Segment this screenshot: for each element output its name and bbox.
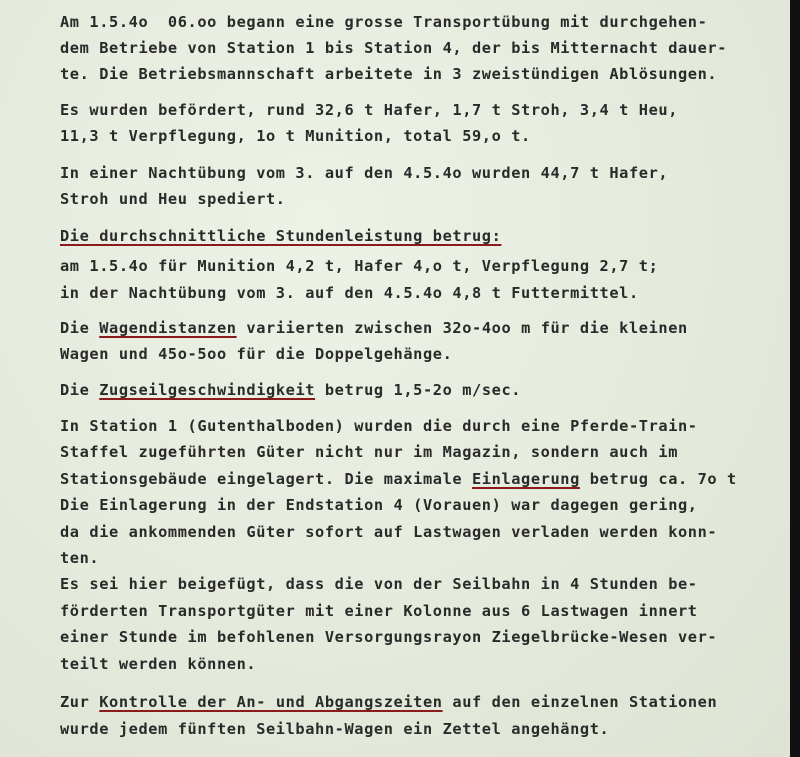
line-text: betrug ca. 7o t — [579, 470, 737, 488]
line-text: 11,3 t Verpflegung, 1o t Munition, total 59,o t. — [60, 127, 531, 145]
line-text: Zur — [60, 693, 100, 711]
text-line — [60, 692, 717, 712]
line-text: Es wurden befördert, rund 32,6 t Hafer, 1,7 t Stroh, 3,4 t Heu, — [60, 101, 678, 119]
line-text: Wagen und 45o-5oo für die Doppelgehänge. — [60, 345, 453, 363]
line-text: teilt werden können. — [60, 655, 257, 673]
text-line — [60, 283, 639, 303]
underlined-term: Die durchschnittliche Stundenleistung betrug: — [60, 227, 502, 245]
text-line — [60, 601, 698, 621]
line-text: betrug 1,5-2o m/sec. — [315, 381, 522, 399]
text-line — [60, 495, 698, 515]
text-line — [60, 469, 737, 489]
line-text: am 1.5.4o für Munition 4,2 t, Hafer 4,o t, Verpflegung 2,7 t; — [60, 257, 659, 275]
line-text: Die — [60, 381, 100, 399]
text-line — [60, 64, 717, 84]
text-line — [60, 38, 727, 58]
text-line — [60, 126, 531, 146]
line-text: Stroh und Heu spediert. — [60, 190, 286, 208]
text-line — [60, 189, 286, 209]
section-heading — [60, 226, 501, 246]
line-text: Es sei hier beigefügt, dass die von der Seilbahn in 4 Stunden be- — [60, 575, 698, 593]
underlined-term: Einlagerung — [472, 470, 580, 488]
text-line — [60, 548, 99, 568]
underlined-term: Wagendistanzen — [99, 319, 237, 337]
text-line — [60, 627, 717, 647]
line-text: te. Die Betriebsmannschaft arbeitete in 3 zweistündigen Ablösungen. — [60, 65, 718, 83]
text-line — [60, 344, 452, 364]
line-text: Staffel zugeführten Güter nicht nur im Magazin, sondern auch im — [60, 443, 678, 461]
line-text: ten. — [60, 549, 100, 567]
text-line — [60, 442, 678, 462]
text-line — [60, 163, 668, 183]
line-text: Die Einlagerung in der Endstation 4 (Vorauen) war dagegen gering, — [60, 496, 698, 514]
line-text: wurde jedem fünften Seilbahn-Wagen ein Zettel angehängt. — [60, 720, 610, 738]
text-line — [60, 318, 688, 338]
line-text: da die ankommenden Güter sofort auf Lastwagen verladen werden konn- — [60, 523, 718, 541]
text-line — [60, 12, 707, 32]
line-text: auf den einzelnen Stationen — [442, 693, 718, 711]
scan-edge — [790, 0, 800, 757]
underlined-term: Kontrolle der An- und Abgangszeiten — [99, 693, 443, 711]
line-text: in der Nachtübung vom 3. auf den 4.5.4o 4,8 t Futtermittel. — [60, 284, 639, 302]
line-text: förderten Transportgüter mit einer Kolonne aus 6 Lastwagen innert — [60, 602, 698, 620]
line-text: einer Stunde im befohlenen Versorgungsrayon Ziegelbrücke-Wesen ver- — [60, 628, 718, 646]
text-line — [60, 100, 678, 120]
line-text: Die — [60, 319, 100, 337]
line-text: Stationsgebäude eingelagert. Die maximale — [60, 470, 472, 488]
line-text: variierten zwischen 32o-4oo m für die kleinen — [236, 319, 688, 337]
text-line — [60, 574, 698, 594]
text-line — [60, 522, 717, 542]
text-line — [60, 416, 698, 436]
text-line — [60, 256, 658, 276]
text-line — [60, 380, 521, 400]
text-line — [60, 654, 256, 674]
line-text: dem Betriebe von Station 1 bis Station 4, der bis Mitternacht dauer- — [60, 39, 728, 57]
underlined-term: Zugseilgeschwindigkeit — [99, 381, 316, 399]
text-line — [60, 719, 609, 739]
line-text: In einer Nachtübung vom 3. auf den 4.5.4o wurden 44,7 t Hafer, — [60, 164, 669, 182]
line-text: In Station 1 (Gutenthalboden) wurden die durch eine Pferde-Train- — [60, 417, 698, 435]
line-text: Am 1.5.4o 06.oo begann eine grosse Transportübung mit durchgehen- — [60, 13, 708, 31]
